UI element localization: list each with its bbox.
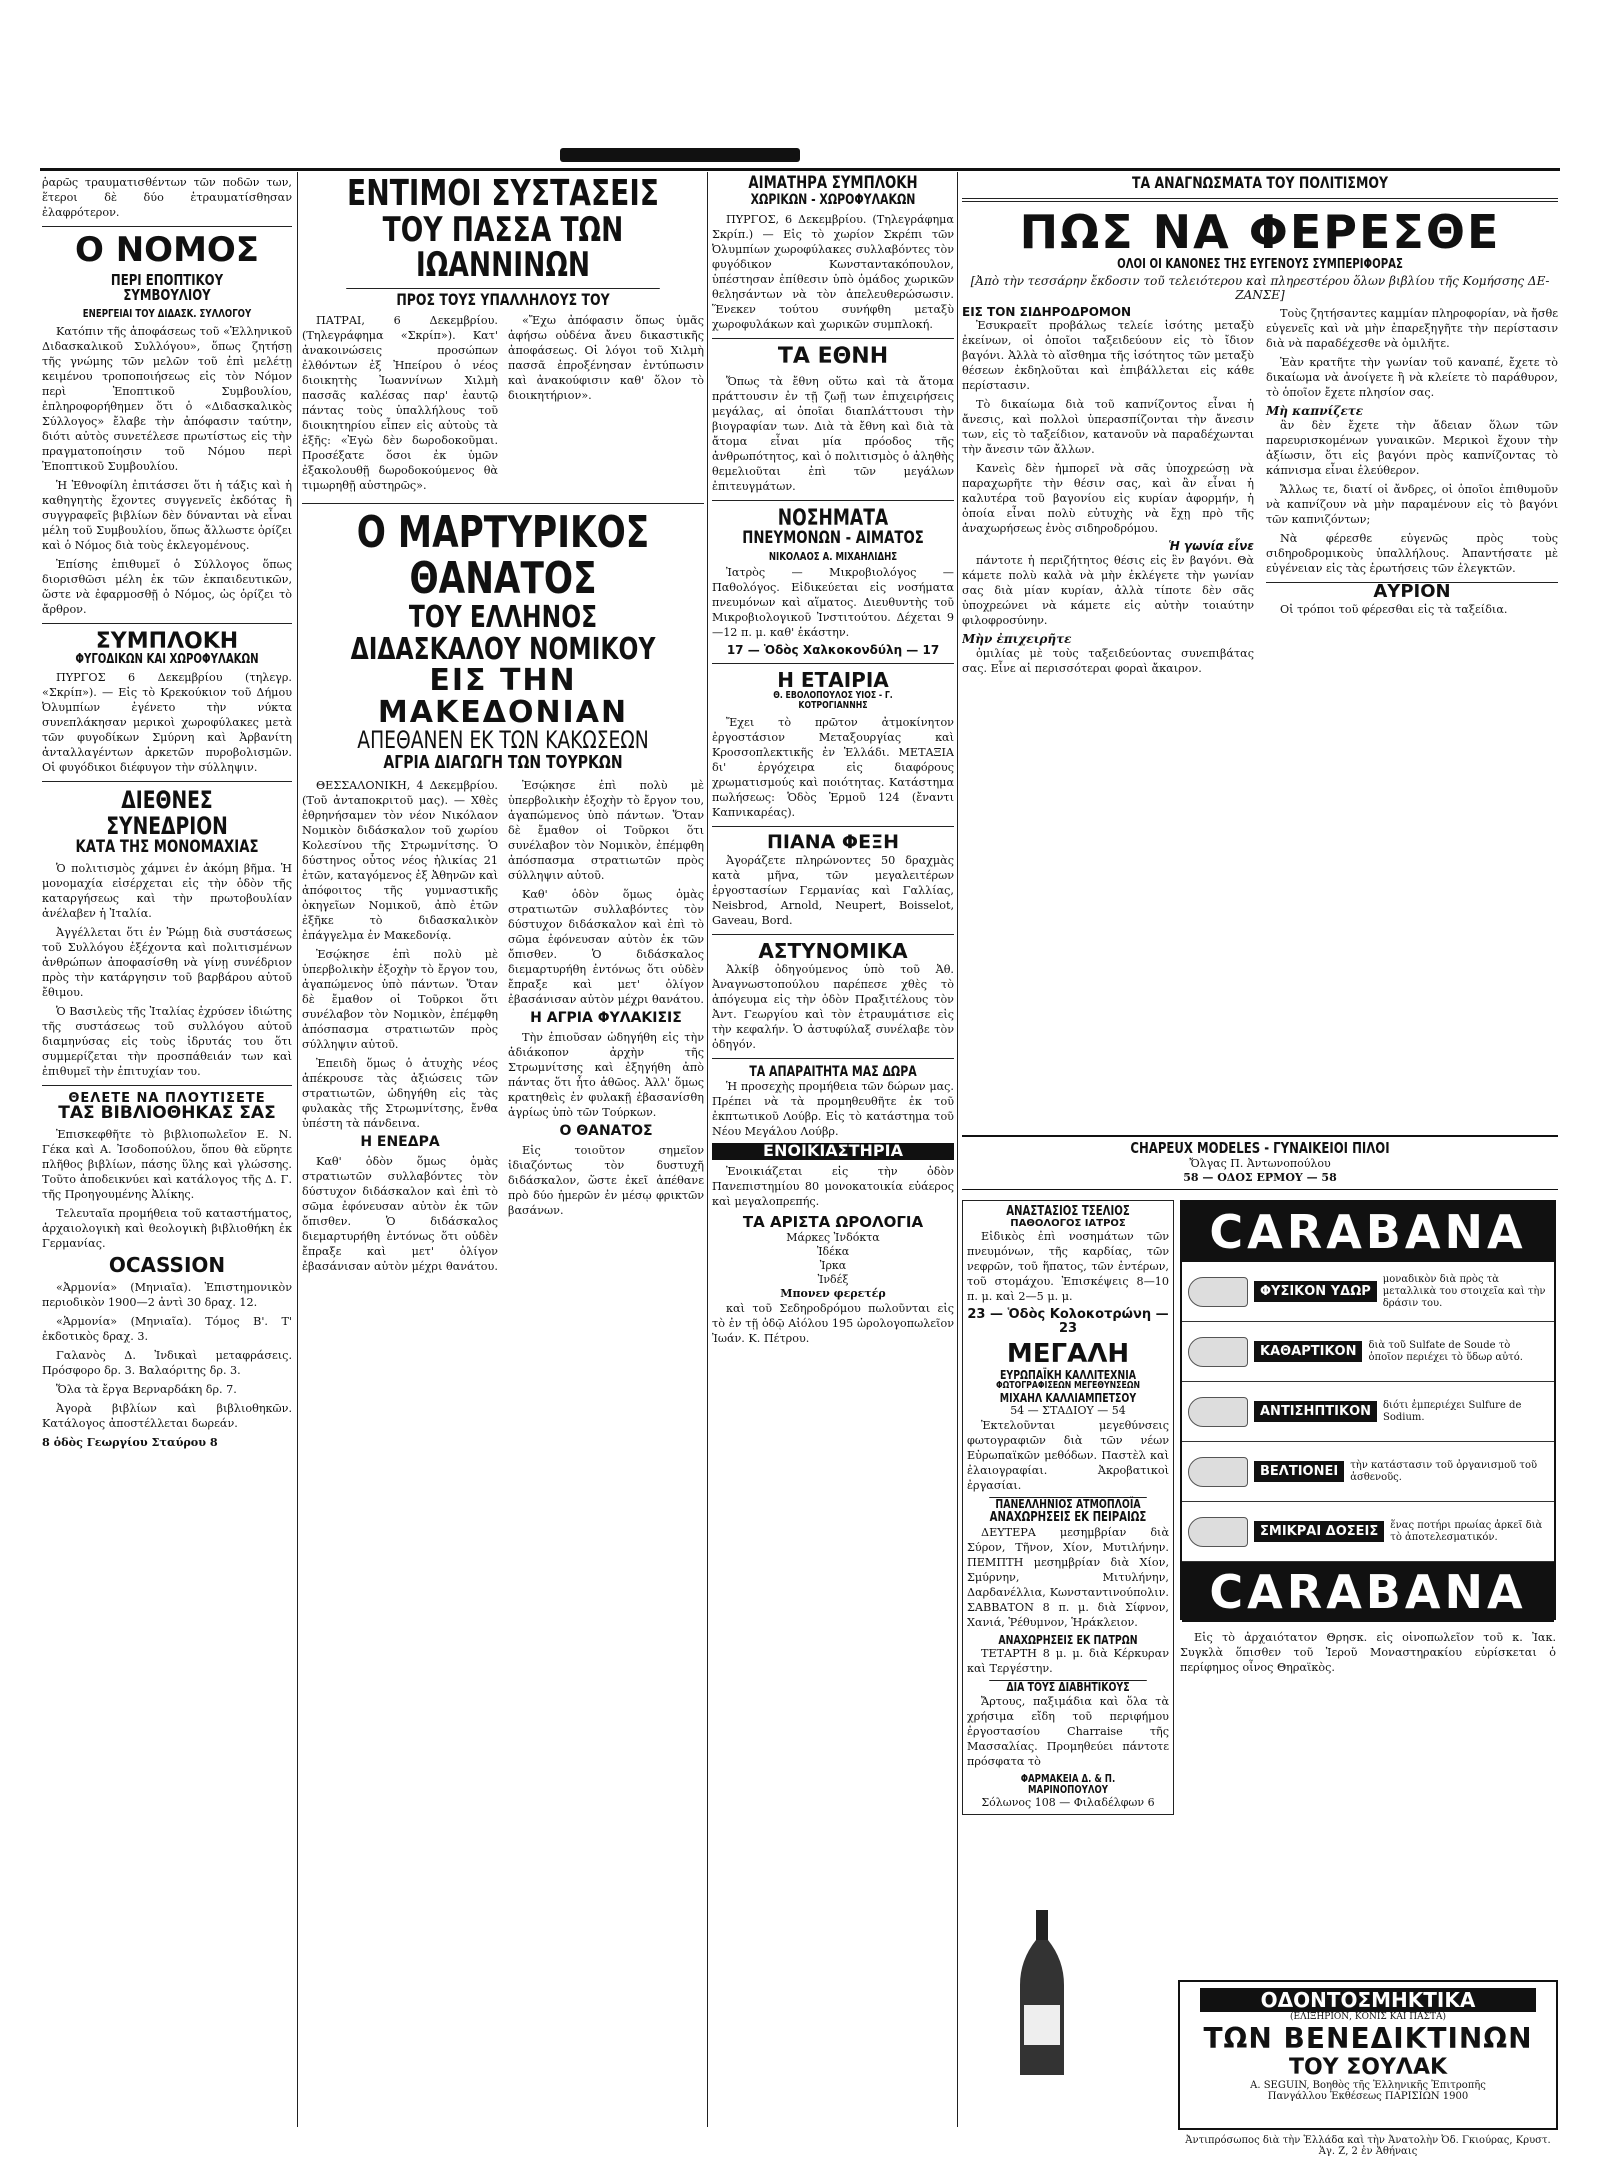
ad-subtitle: ΠΑΘΟΛΟΓΟΣ ΙΑΤΡΟΣ <box>1010 1217 1126 1229</box>
bottom-note: Ἀντιπρόσωπος διὰ τὴν Ἑλλάδα καὶ τὴν Ἀνατολὴν Ὀδ. Γκιούρας, Κρυστ. Ἁγ. Ζ, 2 ἐν Ἀθήναις <box>1185 2135 1551 2157</box>
paragraph: ΘΕΣΣΑΛΟΝΙΚΗ, 4 Δεκεμβρίου. (Τοῦ ἀνταποκριτοῦ μας). — Χθὲς ἐθρηνήσαμεν τὸν νέον Νικόλαον Νομικὸν διδάσκαλον τοῦ χωρίου Κολεσίνου τῆς Στρωμνίτσης. Ὁ δύστηνος οὗτος νέος ἡλικίας 21 ἐτῶν, καταγόμενος ἐξ Ἀθηνῶν καὶ ἀπόφοιτος τῆς γυμναστικῆς ὀκηγεῖων Νομικοῦ, ἀπὸ ἐτῶν ἐξῆκε τὸ διδασκαλικὸν ἐπάγγελμα ἐν Μακεδονίᾳ. <box>302 779 498 943</box>
ad-row <box>1182 1382 1554 1442</box>
article-title-line: ΤΟΥ ΠΑΣΣΑ ΤΩΝ ΙΩΑΝΝΙΝΩΝ <box>382 209 624 286</box>
list-item: «Ἀρμονία» (Μηνιαῖα). Ἐπιστημονικὸν περιοδικὸν 1900—2 ἀντὶ 30 δραχ. 12. <box>42 1281 292 1310</box>
column-rule <box>297 172 298 2127</box>
ad-row-label: ΒΕΛΤΙΟΝΕΙ <box>1254 1461 1344 1482</box>
masthead-bar <box>560 148 800 162</box>
paragraph: ΠΥΡΓΟΣ 6 Δεκεμβρίου (τηλεγρ. «Σκρίπ»). — Εἰς τὸ Κρεκούκιον τοῦ Δήμου Ὀλυμπίων ἐγένετο τὴν νύκτα συνεπλάκησαν μερικοὶ χωροφύλακες μετὰ τῶν φυγοδίκων Σμύρνη καὶ Ἀρβανίτη ἀνταλλαγέντων ἀρκετῶν πυροβολισμῶν. Οἱ φυγόδικοι διέφυγον τὴν σύλληψιν. <box>42 671 292 775</box>
section-heading: Ο ΘΑΝΑΤΟΣ <box>559 1123 653 1140</box>
ad-subtitle: (ΕΛΙΞΗΡΙΟΝ, ΚΟΝΙΣ ΚΑΙ ΠΑΣΤΑ) <box>1289 2012 1447 2022</box>
ad-subtitle: ΕΥΡΩΠΑΪΚΗ ΚΑΛΛΙΤΕΧΝΙΑ <box>1000 1367 1136 1382</box>
ad-row-text: διότι ἐμπεριέχει Sulfure de Sodium. <box>1383 1399 1522 1423</box>
list-item: Ἰνδέξ <box>817 1272 849 1286</box>
article-subtitle: ΑΓΡΙΑ ΔΙΑΓΩΓΗ ΤΩΝ ΤΟΥΡΚΩΝ <box>383 751 623 773</box>
ad-subtitle: ΑΝΑΧΩΡΗΣΕΙΣ ΕΚ ΠΑΤΡΩΝ <box>998 1632 1138 1647</box>
paragraph: Τὴν ἐπιοῦσαν ὡδηγήθη εἰς τὴν ἀδιάκοπον ἀρχὴν τῆς Στρωμνίτσης καὶ ἐξηγήθη ἀπὸ πάντας ὅτι ἦτο ἀθῶος. Ἀλλ' ὅμως κρατηθεὶς ἐν φυλακῇ ἐβασανίσθη ἀγρίως ὑπὸ τῶν Τούρκων. <box>508 1031 704 1120</box>
ad-name: ΜΙΧΑΗΛ ΚΑΛΛΙΑΜΠΕΤΣΟΥ <box>999 1390 1137 1405</box>
ad-title: ΤΑ ΑΠΑΡΑΙΤΗΤΑ ΜΑΣ ΔΩΡΑ <box>749 1063 917 1080</box>
odontosmiktika-ad <box>1178 1980 1558 2130</box>
article-title: ΑΙΜΑΤΗΡΑ ΣΥΜΠΛΟΚΗ <box>748 175 918 193</box>
column-rule <box>957 172 958 2127</box>
paragraph: Ἐσυκραεῖτ προβάλως τελείε ἰσότης μεταξὺ ἐκείνων, οἱ ὁποῖοι ταξειδεύουν εἰς τὸ ἴδιον βαγόνι. Ἀλλὰ τὸ αἴσθημα τῆς ἰσότητος τῶν μεταξὺ θέσεων ἐκδηλοῦται καὶ ἐπιβάλλεται εἰς κάθε περίστασιν. <box>962 319 1254 393</box>
ad-subtitle: ΠΝΕΥΜΟΝΩΝ - ΑΙΜΑΤΟΣ <box>742 527 924 548</box>
ad-title: ΘΕΛΕΤΕ ΝΑ ΠΛΟΥΤΙΣΕΤΕ <box>68 1090 266 1106</box>
ad-subtitle: ΑΝΑΧΩΡΗΣΕΙΣ ΕΚ ΠΕΙΡΑΙΩΣ <box>989 1510 1147 1525</box>
ad-title: ΜΕΓΑΛΗ <box>1006 1339 1130 1370</box>
list-item: 8 ὁδὸς Γεωργίου Σταύρου 8 <box>42 1435 218 1450</box>
list-item: Μάρκες Ἰνδόκτα <box>786 1230 880 1244</box>
ad-address: 23 — Ὁδὸς Κολοκοτρώνη — 23 <box>967 1307 1169 1336</box>
article-title: ΔΙΕΘΝΕΣ ΣΥΝΕΔΡΙΟΝ <box>106 786 228 840</box>
doctor-name: ΝΙΚΟΛΑΟΣ Α. ΜΙΧΑΗΛΙΔΗΣ <box>768 549 898 563</box>
article-kicker: ΕΝΕΡΓΕΙΑΙ ΤΟΥ ΔΙΔΑΣΚ. ΣΥΛΛΟΓΟΥ <box>82 307 252 321</box>
ad-title: CHAPEUX MODELES - ΓΥΝΑΙΚΕΙΟΙ ΠΙΛΟΙ <box>1130 1139 1390 1157</box>
paragraph: Εἰς τοιοῦτον σημεῖον ἰδιαζόντως τὸν δυστυχῆ διδάσκαλον, ὥστε ἐκεῖ ἀπέθανε πρὸ δύο ἡμερῶν ἐν μέσῳ φρικτῶν βασάνων. <box>508 1143 704 1217</box>
paragraph: Ἰατρὸς — Μικροβιολόγος — Παθολόγος. Εἰδικεύεται εἰς νοσήματα πνευμόνων καὶ αἵματος. Διευθυντὴς τοῦ Μικροβιολογικοῦ Ἰνστιτούτου. Δέχεται 9—12 π. μ. καθ' ἑκάστην. <box>712 566 954 640</box>
pointing-hand-icon <box>1188 1397 1248 1427</box>
paragraph: Τὸ δικαίωμα διὰ τοῦ καπνίζοντος εἶναι ἡ ἄνεσις, καὶ πολλοὶ ὑπερασπίζονται τὴν ἄνεσιν των, εἰς τὸ ταξείδιον, κατανοῦν νὰ παραδέχωνται τὴν ἄνεσιν τῶν ἄλλων. <box>962 398 1254 457</box>
list-item: Γαλανὸς Δ. Ἰνδικαὶ μεταφράσεις. Πρόσφορο δρ. 3. Βαλαόριτης δρ. 3. <box>42 1349 292 1378</box>
article-subtitle: ΧΩΡΙΚΩΝ - ΧΩΡΟΦΥΛΑΚΩΝ <box>750 191 916 208</box>
list-item: Μπονεν φερετέρ <box>780 1286 886 1300</box>
paragraph: Εἰδικὸς ἐπὶ νοσημάτων τῶν πνευμόνων, τῆς καρδίας, τῶν νεφρῶν, τοῦ ἥπατος, τῶν ἐντέρων, τοῦ στομάχου. Ἐπισκέψεις 8—10 π. μ. καὶ 2—5 μ. μ. <box>967 1230 1169 1304</box>
ad-row-text: τὴν κατάστασιν τοῦ ὀργανισμοῦ τοῦ ἀσθενοῦς. <box>1350 1459 1538 1483</box>
column-4 <box>962 175 1558 1195</box>
article-title: ΠΩΣ ΝΑ ΦΕΡΕΣΘΕ <box>1019 204 1501 259</box>
paragraph: ἂν δὲν ἔχετε τὴν ἄδειαν ὅλων τῶν παρευρισκομένων γυναικῶν. Μερικοὶ ἔχουν τὴν ἀξίωσιν, ὅτι εἰς βαγόνι πρὸς καπνίζοντας τὸ κάπνισμα εἶναι ἐλεύθερον. <box>1266 418 1558 477</box>
article-subtitle: ΟΛΟΙ ΟΙ ΚΑΝΟΝΕΣ ΤΗΣ ΕΥΓΕΝΟΥΣ ΣΥΜΠΕΡΙΦΟΡΑΣ <box>1117 257 1403 273</box>
paragraph: Κανεὶς δὲν ἠμπορεῖ νὰ σᾶς ὑποχρεώσῃ νὰ παραχωρῆτε τὴν θέσιν σας, καὶ ἂν εἶναι ἡ καλυτέρα τοῦ βαγονίου εἰς κυρίαν ἀφορμήν, ἡ ὁποία εἶναι πολὺ εὐτυχὴς νὰ ἔχῃ πρὸ τῆς ἀναχωρήσεως ἑνὸς σιδηροδρόμου. <box>962 462 1254 536</box>
ad-title: ΔΙΑ ΤΟΥΣ ΔΙΑΒΗΤΙΚΟΥΣ <box>989 1680 1147 1694</box>
section-heading: ΕΙΣ ΤΟΝ ΣΙΔΗΡΟΔΡΟΜΟΝ <box>962 304 1132 319</box>
section-heading: Η ΕΝΕΔΡΑ <box>360 1134 440 1151</box>
paragraph: ΠΥΡΓΟΣ, 6 Δεκεμβρίου. (Τηλεγράφημα Σκρίπ.) — Εἰς τὸ χωρίον Σκρέπι τῶν Ὀλυμπίων χωροφύλακες συλλαβόντες τὸν φυγόδικον Κωνσταντακόπουλον, ὑπέστησαν ἐπίθεσιν ὑπὸ ὁμάδος χωρικῶν θελησάντων νὰ τὸν ἀπελευθερώσωσιν. Ἕνεκεν τούτου συνήφθη μεταξὺ χωροφυλάκων καὶ χωρικῶν συμπλοκή. <box>712 212 954 331</box>
paragraph: Καθ' ὁδὸν ὅμως ὁμὰς στρατιωτῶν συλλαβόντες τὸν δύστυχον διδάσκαλον καὶ ἐπὶ τὸ σῶμα ἐφόνευσαν αὐτὸν ἐκ τῶν ὄπισθεν. Ὁ διδάσκαλος διεμαρτυρήθη ἐντόνως ὅτι οὐδὲν ἔπραξε καὶ μετ' ὀλίγον ἐβασάνισαν αὐτὸν μέχρι θανάτου. <box>508 888 704 1007</box>
article-title: Ο ΜΑΡΤΥΡΙΚΟΣ ΘΑΝΑΤΟΣ <box>356 506 650 605</box>
list-item: Ὅλα τὰ ἔργα Βερναρδάκη δρ. 7. <box>56 1383 237 1397</box>
bottle-illustration <box>1012 1910 1072 2080</box>
ad-subtitle: ΦΩΤΟΓΡΑΦΙΣΕΩΝ ΜΕΓΕΘΥΝΣΕΩΝ <box>995 1380 1141 1392</box>
paragraph: Ἡ Ἐθνοφίλη ἐπιτάσσει ὅτι ἡ τάξις καὶ ἡ καθηγητὴς ἔχοντες συγγενεῖς ἐκδότας ἢ συγγραφεῖς βιβλίων δὲν δύνανται νὰ εἶναι μέλη τοῦ Συμβουλίου, ὅπως ἄλλωστε ὁρίζει καὶ ὁ Νόμος διὰ τοὺς ἐκλεγομένους. <box>42 478 292 552</box>
paragraph: Ἀλκίβ ὀδηγούμενος ὑπὸ τοῦ Ἀθ. Ἀναγνωστοπούλου παρέπεσε χθὲς τὸ ἀπόγευμα εἰς τὴν ὁδὸν Πραξιτέλους τὸν Ἀντ. Γεωργίου καὶ τὸν ἐτραυμάτισε εἰς τὴν κεφαλήν. Ὁ ἀστυφύλαξ συνέλαβε τὸν ὁδηγόν. <box>712 962 954 1051</box>
paragraph: Τελευταῖα προμήθεια τοῦ καταστήματος, ἀρχαιολογικὴ καὶ θεολογικὴ βιβλιοθήκη ἐκ Γερμανίας. <box>42 1207 292 1251</box>
section-heading: Μὴ καπνίζετε <box>1266 403 1364 418</box>
pointing-hand-icon <box>1188 1337 1248 1367</box>
ad-name: Ὄλγας Π. Ἀντωνοπούλου <box>1189 1156 1331 1170</box>
ad-row <box>1182 1322 1554 1382</box>
ad-row <box>1182 1502 1554 1562</box>
paragraph: Ἐὰν κρατῆτε τὴν γωνίαν τοῦ καναπέ, ἔχετε τὸ δικαίωμα νὰ ἀνοίγετε ἢ νὰ κλείετε τὸ παράθυρον, τὸ ὁποῖον ἔχετε πλησίον σας. <box>1266 355 1558 399</box>
section-heading: Η ΑΓΡΙΑ ΦΥΛΑΚΙΣΙΣ <box>530 1010 682 1027</box>
article-subtitle: ΦΥΓΟΔΙΚΩΝ ΚΑΙ ΧΩΡΟΦΥΛΑΚΩΝ <box>75 651 259 667</box>
article-title-line: ΑΠΕΘΑΝΕΝ ΕΚ ΤΩΝ ΚΑΚΩΣΕΩΝ <box>357 726 649 755</box>
paragraph: Ἐνοικιάζεται εἰς τὴν ὁδὸν Πανεπιστημίου 80 μονοκατοικία εὐάερος καὶ μεγαλοπρεπής. <box>712 1165 954 1209</box>
article-title: ΑΣΤΥΝΟΜΙΚΑ <box>758 938 908 963</box>
paragraph: ΤΕΤΑΡΤΗ 8 μ. μ. διὰ Κέρκυραν καὶ Τεργέστην. <box>967 1647 1169 1676</box>
paragraph: Ὁ πολιτισμὸς χάμνει ἐν ἀκόμη βῆμα. Ἡ μονομαχία εἰσέρχεται εἰς τὴν ὁδὸν τῆς καταργήσεως καὶ τὴν πρωτοβουλίαν ἀνέλαβεν ἡ Ἰταλία. <box>42 861 292 920</box>
column-rule <box>707 172 708 2127</box>
source-note: [Ἀπὸ τὴν τεσσάρην ἔκδοσιν τοῦ τελειότερου καὶ πληρεστέρου ὅλων βιβλίου τῆς Κομήσσης ΔΕ-ΖΑΝΣΕ] <box>970 273 1550 302</box>
paragraph: Ἐκτελοῦνται μεγεθύνσεις φωτογραφιῶν διὰ τῶν νέων Εὐρωπαϊκῶν μεθόδων. Παστὲλ καὶ ἐλαιογραφίαι. Ἀκροβατικοὶ ἐργασίαι. <box>967 1419 1169 1493</box>
ad-title: ΠΙΑΝΑ ΦΕΞΗ <box>767 830 899 853</box>
paragraph: Νὰ φέρεσθε εὐγενῶς πρὸς τοὺς σιδηροδρομικοὺς ὑπαλλήλους. Ἀπαντήσατε μὲ εὐγένειαν εἰς τὰς ἐρωτήσεις τῶν ἐλεγκτῶν. <box>1266 531 1558 575</box>
paragraph: καὶ τοῦ Σεδηροδρόμου πωλοῦνται εἰς τὸ ἐν τῇ ὁδῷ Αἰόλου 195 ὡρολογοπωλεῖον Ἰωάν. Κ. Πέτρου. <box>712 1301 954 1345</box>
paragraph: Κατόπιν τῆς ἀποφάσεως τοῦ «Ἑλληνικοῦ Διδασκαλικοῦ Συλλόγου», ὅπως ζητήσῃ τῆς γνώμης τῶν μελῶν τοῦ ἐπὶ μελέτῃ κειμένου τροποποιήσεως εἰς τὸν Νόμον περὶ Ἐποπτικοῦ Συμβουλίου, ἐπληροφορήθημεν ὅτι ὁ «Διδασκαλικὸς Σύλλογος» ἔλαβε τὴν ἀπόφασιν ταύτην, διότι αὐτὸς συνετέλεσε πρωτίστως εἰς τὴν πραγματοποίησιν τοῦ Νόμου περὶ Ἐποπτικοῦ Συμβουλίου. <box>42 324 292 473</box>
ad-title: ΑΝΑΣΤΑΣΙΟΣ ΤΣΕΛΙΟΣ <box>1006 1204 1130 1219</box>
carabana-brand: CARABANA <box>1182 1202 1554 1262</box>
column-1 <box>42 175 292 2125</box>
carabana-brand: CARABANA <box>1182 1562 1554 1622</box>
paragraph: πάντοτε ἡ περιζήτητος θέσις εἰς ἓν βαγόνι. Θὰ κάμετε πολὺ καλὰ νὰ μὴν ἐκλέγετε τὴν γωνίαν σας διὰ μίαν κυρίαν, ἀλλὰ τίποτε δὲν σᾶς ὑποχρεώνει νὰ κάμετε εἰς αὐτὴν τοιαύτην φιλοφροσύνην. <box>962 553 1254 627</box>
pointing-hand-icon <box>1188 1517 1248 1547</box>
pointing-hand-icon <box>1188 1277 1248 1307</box>
paragraph: Εἰς τὸ ἀρχαιότατον Θρησκ. εἰς οἰνοπωλεῖον τοῦ κ. Ἰακ. Συγκλὰ ὅπισθεν τοῦ Ἱεροῦ Μοναστηρακίου εὑρίσκεται ὁ περίφημος οἶνος Θηραϊκὸς. <box>1180 1631 1556 1674</box>
carabana-ad <box>1180 1200 1556 1620</box>
ad-line: Πανγάλλου Ἐκθέσεως ΠΑΡΙΣΙΩΝ 1900 <box>1267 2091 1469 2102</box>
paragraph: ὁμιλίας μὲ τοὺς ταξειδεύοντας συνεπιβάτας σας. Εἶνε αἱ περισσότεραι φοραὶ ἄκαιρον. <box>962 646 1254 675</box>
list-item: Ἀγορὰ βιβλίων καὶ βιβλιοθηκῶν. Κατάλογος ἀποστέλλεται δωρεάν. <box>42 1402 292 1431</box>
doctor-ad <box>962 1200 1174 1815</box>
paragraph: Ἐσῴκησε ἐπὶ πολὺ μὲ ὑπερβολικὴν ἐξοχὴν τὸ ἔργον του, ἀγαπώμενος ὑπὸ πάντων. Ὅταν δὲ ἔμαθον οἱ Τοῦρκοι ὅτι συνέλαβον τὸν Νομικὸν, ἐπέμφθη ἀπόσπασμα στρατιωτῶν πρὸς σύλληψιν αὐτοῦ. <box>508 779 704 883</box>
article-title-line: ΤΟΥ ΕΛΛΗΝΟΣ ΔΙΔΑΣΚΑΛΟΥ ΝΟΜΙΚΟΥ <box>350 600 656 667</box>
paragraph: Ἐπίσης ἐπιθυμεῖ ὁ Σύλλογος ὅπως διορισθῶσι μέλη ἐκ τῶν ἐκπαιδευτικῶν, ὥστε νὰ ἐφαρμοσθῇ ὁ Νόμος, ὡς ὁρίζει τὸ ἄρθρον. <box>42 557 292 616</box>
paragraph: Ἡ προσεχὴς προμήθεια τῶν δώρων μας. Πρέπει νὰ τὰ προμηθευθῆτε ἐκ τοῦ ἐκπτωτικοῦ Λούβρ. Εἰς τὸ κατάστημα τοῦ Νέου Μεγάλου Λούβρ. <box>712 1080 954 1139</box>
paragraph: Ἐπισκεφθῆτε τὸ βιβλιοπωλεῖον Ε. Ν. Γέκα καὶ Α. Ἰσοδοπούλου, ὅπου θὰ εὕρητε πλῆθος βιβλίων, πάσης ὕλης καὶ γλώσσης. Τοῦτο ἀποδεικνύει καὶ κατάλογος τῆς Δ. Γ. τῆς Προηγουμένης Ἀλίκης. <box>42 1128 292 1202</box>
ad-name: ΦΑΡΜΑΚΕΙΑ Δ. & Π. ΜΑΡΙΝΟΠΟΥΛΟΥ <box>1020 1771 1116 1797</box>
top-snippet: ῥαρῶς τραυματισθέντων τῶν ποδῶν των, ἕτεροι δὲ δύο ἐτραυματίσθησαν ἐλαφρότερον. <box>42 176 292 219</box>
ad-title: ΠΑΝΕΛΛΗΝΙΟΣ ΑΤΜΟΠΛΟΪΑ <box>989 1497 1147 1511</box>
top-rule <box>40 168 1560 171</box>
list-item: Ἰρκα <box>819 1258 847 1272</box>
article-title-line: ΕΙΣ ΤΗΝ ΜΑΚΕΔΟΝΙΑΝ <box>377 663 629 730</box>
paragraph: Ἄρτους, παξιμάδια καὶ ὅλα τὰ χρήσιμα εἴδη τοῦ περιφήμου ἐργοστασίου Charraise τῆς Μασσαλίας. Προμηθεύει πάντοτε πρόσφατα τὸ <box>967 1694 1169 1768</box>
ad-row-label: ΦΥΣΙΚΟΝ ΥΔΩΡ <box>1254 1281 1377 1302</box>
paragraph: Ἐπειδὴ ὅμως ὁ ἀτυχὴς νέος ἀπέκρουσε τὰς ἀξιώσεις τῶν στρατιωτῶν, ὡδηγήθη εἰς τὰς φυλακὰς τῆς Στρωμνίτσης, ἔνθα ὑπέστη τὰ πάνδεινα. <box>302 1057 498 1131</box>
list-item: «Ἁρμονία» (Μηνιαῖα). Τόμος Β'. Τ' ἐκδοτικὸς δραχ. 3. <box>42 1315 292 1344</box>
paragraph: Ὅπως τὰ ἔθνη οὕτω καὶ τὰ ἄτομα πράττουσιν ἐν τῇ ζωῇ των ἐπιχειρήσεις μεγάλας, αἱ ὁποῖαι διαπλάττουσι τὴν βιογραφίαν των. Διὰ τὰ ἔθνη καὶ διὰ τὰ ἄτομα εἶναι μία πρόοδος τῆς ἀνθρωπότητος, καὶ ὁ πολιτισμὸς ὁ ἀληθὴς θεμελιοῦται ἐπὶ τῶν μεγάλων ἐπιτευγμάτων. <box>712 374 954 493</box>
paragraph: Ὁ Βασιλεὺς τῆς Ἰταλίας ἐχρύσεν ἰδιώτης τῆς συστάσεως τοῦ συλλόγου αὐτοῦ διαμηνύσας εἰς τοὺς ἱδρυτάς του ὅτι συμμερίζεται τὴν προσπάθειάν των καὶ ἐπιθυμεῖ τὴν ἐπιτυχίαν του. <box>42 1004 292 1078</box>
ad-row-label: ΑΝΤΙΣΗΠΤΙΚΟΝ <box>1254 1401 1377 1422</box>
paragraph: Ἐσῴκησε ἐπὶ πολὺ μὲ ὑπερβολικὴν ἐξοχὴν τὸ ἔργον του, ἀγαπώμενος ὑπὸ πάντων. Ὅταν δὲ ἔμαθον οἱ Τοῦρκοι ὅτι συνέλαβον τὸν Νομικὸν, ἐπέμφθη ἀπόσπασμα στρατιωτῶν πρὸς σύλληψιν αὐτοῦ. <box>302 948 498 1052</box>
article-subtitle: ΠΕΡΙ ΕΠΟΠΤΙΚΟΥ ΣΥΜΒΟΥΛΙΟΥ <box>110 270 224 305</box>
article-title: Ο ΝΟΜΟΣ <box>74 230 260 270</box>
ad-title: ΟΔΟΝΤΟΣΜΗΚΤΙΚΑ <box>1200 1988 1536 2012</box>
ad-row-text: διὰ τοῦ Sulfate de Soude τὸ ὁποῖον περιέχει τὸ ὕδωρ αὐτό. <box>1368 1339 1523 1363</box>
ad-row-text: μοναδικὸν διὰ πρὸς τὰ μεταλλικὰ του στοιχεῖα καὶ τὴν δράσιν του. <box>1382 1273 1546 1309</box>
column-2 <box>302 175 704 2125</box>
article-subtitle: ΠΡΟΣ ΤΟΥΣ ΥΠΑΛΛΗΛΟΥΣ ΤΟΥ <box>346 288 660 309</box>
ad-address: 58 — ΟΔΟΣ ΕΡΜΟΥ — 58 <box>1183 1170 1337 1184</box>
pointing-hand-icon <box>1188 1457 1248 1487</box>
paragraph: ΠΑΤΡΑΙ, 6 Δεκεμβρίου. (Τηλεγράφημα «Σκρίπ»). Κατ' ἀνακοινώσεις προσώπων ἐλθόντων ἐξ Ἠπείρου ὁ νέος διοικητὴς Ἰωαννίνων Χιλμὴ πασσᾶς καλέσας παρ' ἑαυτῷ πάντας τοὺς ὑπαλλήλους τοῦ διοικητηρίου εἶπεν εἰς αὐτοὺς τὰ ἑξῆς: «Ἐγὼ δὲν δωροδοκοῦμαι. Προσέξατε ὅσοι ἐκ ὑμῶν ἐξακολουθῇ δωροδοκούμενος θὰ τιμωρηθῇ αὐστηρῶς». <box>302 313 498 492</box>
section-heading: Μὴν ἐπιχειρῆτε <box>962 631 1072 646</box>
paragraph: Ἔχει τὸ πρῶτον ἀτμοκίνητον ἐργοστάσιον Μεταξουργίας καὶ Κροσσοπλεκτικῆς ἐν Ἑλλάδι. ΜΕΤΑΞΙΑ δι' ἐργόχειρα εἰς διαφόρους χρωματισμούς καὶ ποιότητας. Κατάστημα πωλήσεως: Ὁδὸς Ἑρμοῦ 124 (ἔναντι Καπνικαρέας). <box>712 715 954 819</box>
ad-title: ΝΟΣΗΜΑΤΑ <box>777 505 889 531</box>
ad-title: ΤΟΥ ΣΟΥΛΑΚ <box>1288 2055 1448 2080</box>
ad-subtitle: ΤΑΣ ΒΙΒΛΙΟΘΗΚΑΣ ΣΑΣ <box>58 1103 276 1124</box>
ad-subtitle: Θ. ΕΒΟΛΟΠΟΥΛΟΣ ΥΙΟΣ - Γ. ΚΟΤΡΟΓΙΑΝΝΗΣ <box>773 689 893 712</box>
chapeux-ad <box>962 1135 1558 1190</box>
ad-line: Α. SEGUIN, Βοηθὸς τῆς Ἑλληνικῆς Ἐπιτροπῆς <box>1250 2080 1486 2091</box>
ad-address: 54 — ΣΤΑΔΙΟΥ — 54 <box>1010 1404 1126 1418</box>
paragraph: Ἄλλως τε, διατί οἱ ἄνδρες, οἱ ὁποῖοι ἐπιθυμοῦν νὰ καπνίζουν νὰ μὴν παραμένουν εἰς τὸ βαγόνι τῶν καπνιζόντων; <box>1266 482 1558 526</box>
paragraph: Ἀγοράζετε πληρώνοντες 50 δραχμὰς κατὰ μῆνα, τῶν μεγαλειτέρων ἐργοστασίων Γερμανίας καὶ Γαλλίας, Neisbrod, Arnold, Neupert, Boisselot, Gaveau, Bord. <box>712 853 954 927</box>
ad-row-text: ἕνας ποτήρι πρωίας ἀρκεῖ διὰ τὸ ἀποτελεσματικόν. <box>1390 1519 1543 1543</box>
ad-title: Η ΕΤΑΙΡΙΑ <box>777 667 889 692</box>
ad-title: ΕΝΟΙΚΙΑΣΤΗΡΙΑ <box>712 1143 954 1160</box>
paragraph: Ἀγγέλλεται ὅτι ἐν Ῥώμῃ διὰ συστάσεως τοῦ Συλλόγου ἐξέχοντα καὶ πολιτισμένων ἀνθρώπων ἀποφασίσθη νὰ γίνῃ συνέδριον πρὸς τὴν κατάργησιν τοῦ βαρβάρου αὐτοῦ ἔθιμου. <box>42 925 292 999</box>
paragraph: Οἱ τρόποι τοῦ φέρεσθαι εἰς τὰ ταξείδια. <box>1280 602 1508 616</box>
article-subtitle: ΚΑΤΑ ΤΗΣ ΜΟΝΟΜΑΧΙΑΣ <box>75 836 259 857</box>
ad-row <box>1182 1262 1554 1322</box>
series-title: ΤΑ ΑΝΑΓΝΩΣΜΑΤΑ ΤΟΥ ΠΟΛΙΤΙΣΜΟΥ <box>1131 175 1389 192</box>
ad-row-label: ΣΜΙΚΡΑΙ ΔΟΣΕΙΣ <box>1254 1521 1384 1542</box>
ad-address: Σόλωνος 108 — Φιλαδέλφων 6 <box>981 1795 1155 1809</box>
paragraph: Τοὺς ζητήσαντες καμμίαν πληροφορίαν, νὰ ἤσθε εὐγενεῖς καὶ νὰ μὴν ἐπαρεξηγῆτε τὴν περίστασιν διὰ νὰ παραδέχεσθε νὰ ὁμιλῆτε. <box>1266 306 1558 350</box>
ad-row <box>1182 1442 1554 1502</box>
article-title: ΣΥΜΠΛΟΚΗ <box>95 628 239 654</box>
ad-address: 17 — Ὁδὸς Χαλκοκονδύλη — 17 <box>726 643 940 658</box>
paragraph: Καθ' ὁδὸν ὅμως ὁμὰς στρατιωτῶν συλλαβόντες τὸν δύστυχον διδάσκαλον καὶ ἐπὶ τὸ σῶμα ἐφόνευσαν αὐτὸν ἐκ τῶν ὄπισθεν. Ὁ διδάσκαλος διεμαρτυρήθη ἐντόνως ὅτι οὐδὲν ἔπραξε καὶ μετ' ὀλίγον ἐβασάνισαν αὐτὸν μέχρι θανάτου. <box>302 1155 498 1274</box>
paragraph: «Ἔχω ἀπόφασιν ὅπως ὑμᾶς ἀφήσω οὐδένα ἄνευ δικαστικῆς ἀποφάσεως. Οἱ λόγοι τοῦ Χιλμὴ πασσᾶ ἐπροξένησαν ἐντύπωσιν καὶ ἀνακούφισιν καθ' ὅλον τὸ διοικητήριον». <box>508 313 704 402</box>
ad-row-label: ΚΑΘΑΡΤΙΚΟΝ <box>1254 1341 1362 1362</box>
ad-title: OCASSION <box>108 1253 226 1278</box>
column-3 <box>712 175 954 2125</box>
section-heading: ΑΥΡΙΟΝ <box>1266 582 1558 602</box>
list-item: Ἰδέκα <box>816 1244 850 1258</box>
paragraph: ΔΕΥΤΕΡΑ μεσημβρίαν διὰ Σύρον, Τῆνον, Χίον, Μυτιλήνην. ΠΕΜΠΤΗ μεσημβρίαν διὰ Χίον, Σμύρνην, Μιτυλήνην, Δαρδανέλλια, Κωνσταντινούπολιν. ΣΑΒΒΑΤΟΝ 8 π. μ. διὰ Σίφνον, Χανιά, Ῥέθυμνον, Ἡράκλειον. <box>967 1525 1169 1629</box>
section-heading: Ἡ γωνία εἶνε <box>1168 539 1254 554</box>
ad-title: ΤΑ ΑΡΙΣΤΑ ΩΡΟΛΟΓΙΑ <box>742 1213 924 1232</box>
ad-title: ΤΩΝ ΒΕΝΕΔΙΚΤΙΝΩΝ <box>1203 2022 1533 2055</box>
article-title: ΕΝΤΙΜΟΙ ΣΥΣΤΑΣΕΙΣ <box>347 175 659 214</box>
article-title: ΤΑ ΕΘΝΗ <box>777 343 889 369</box>
